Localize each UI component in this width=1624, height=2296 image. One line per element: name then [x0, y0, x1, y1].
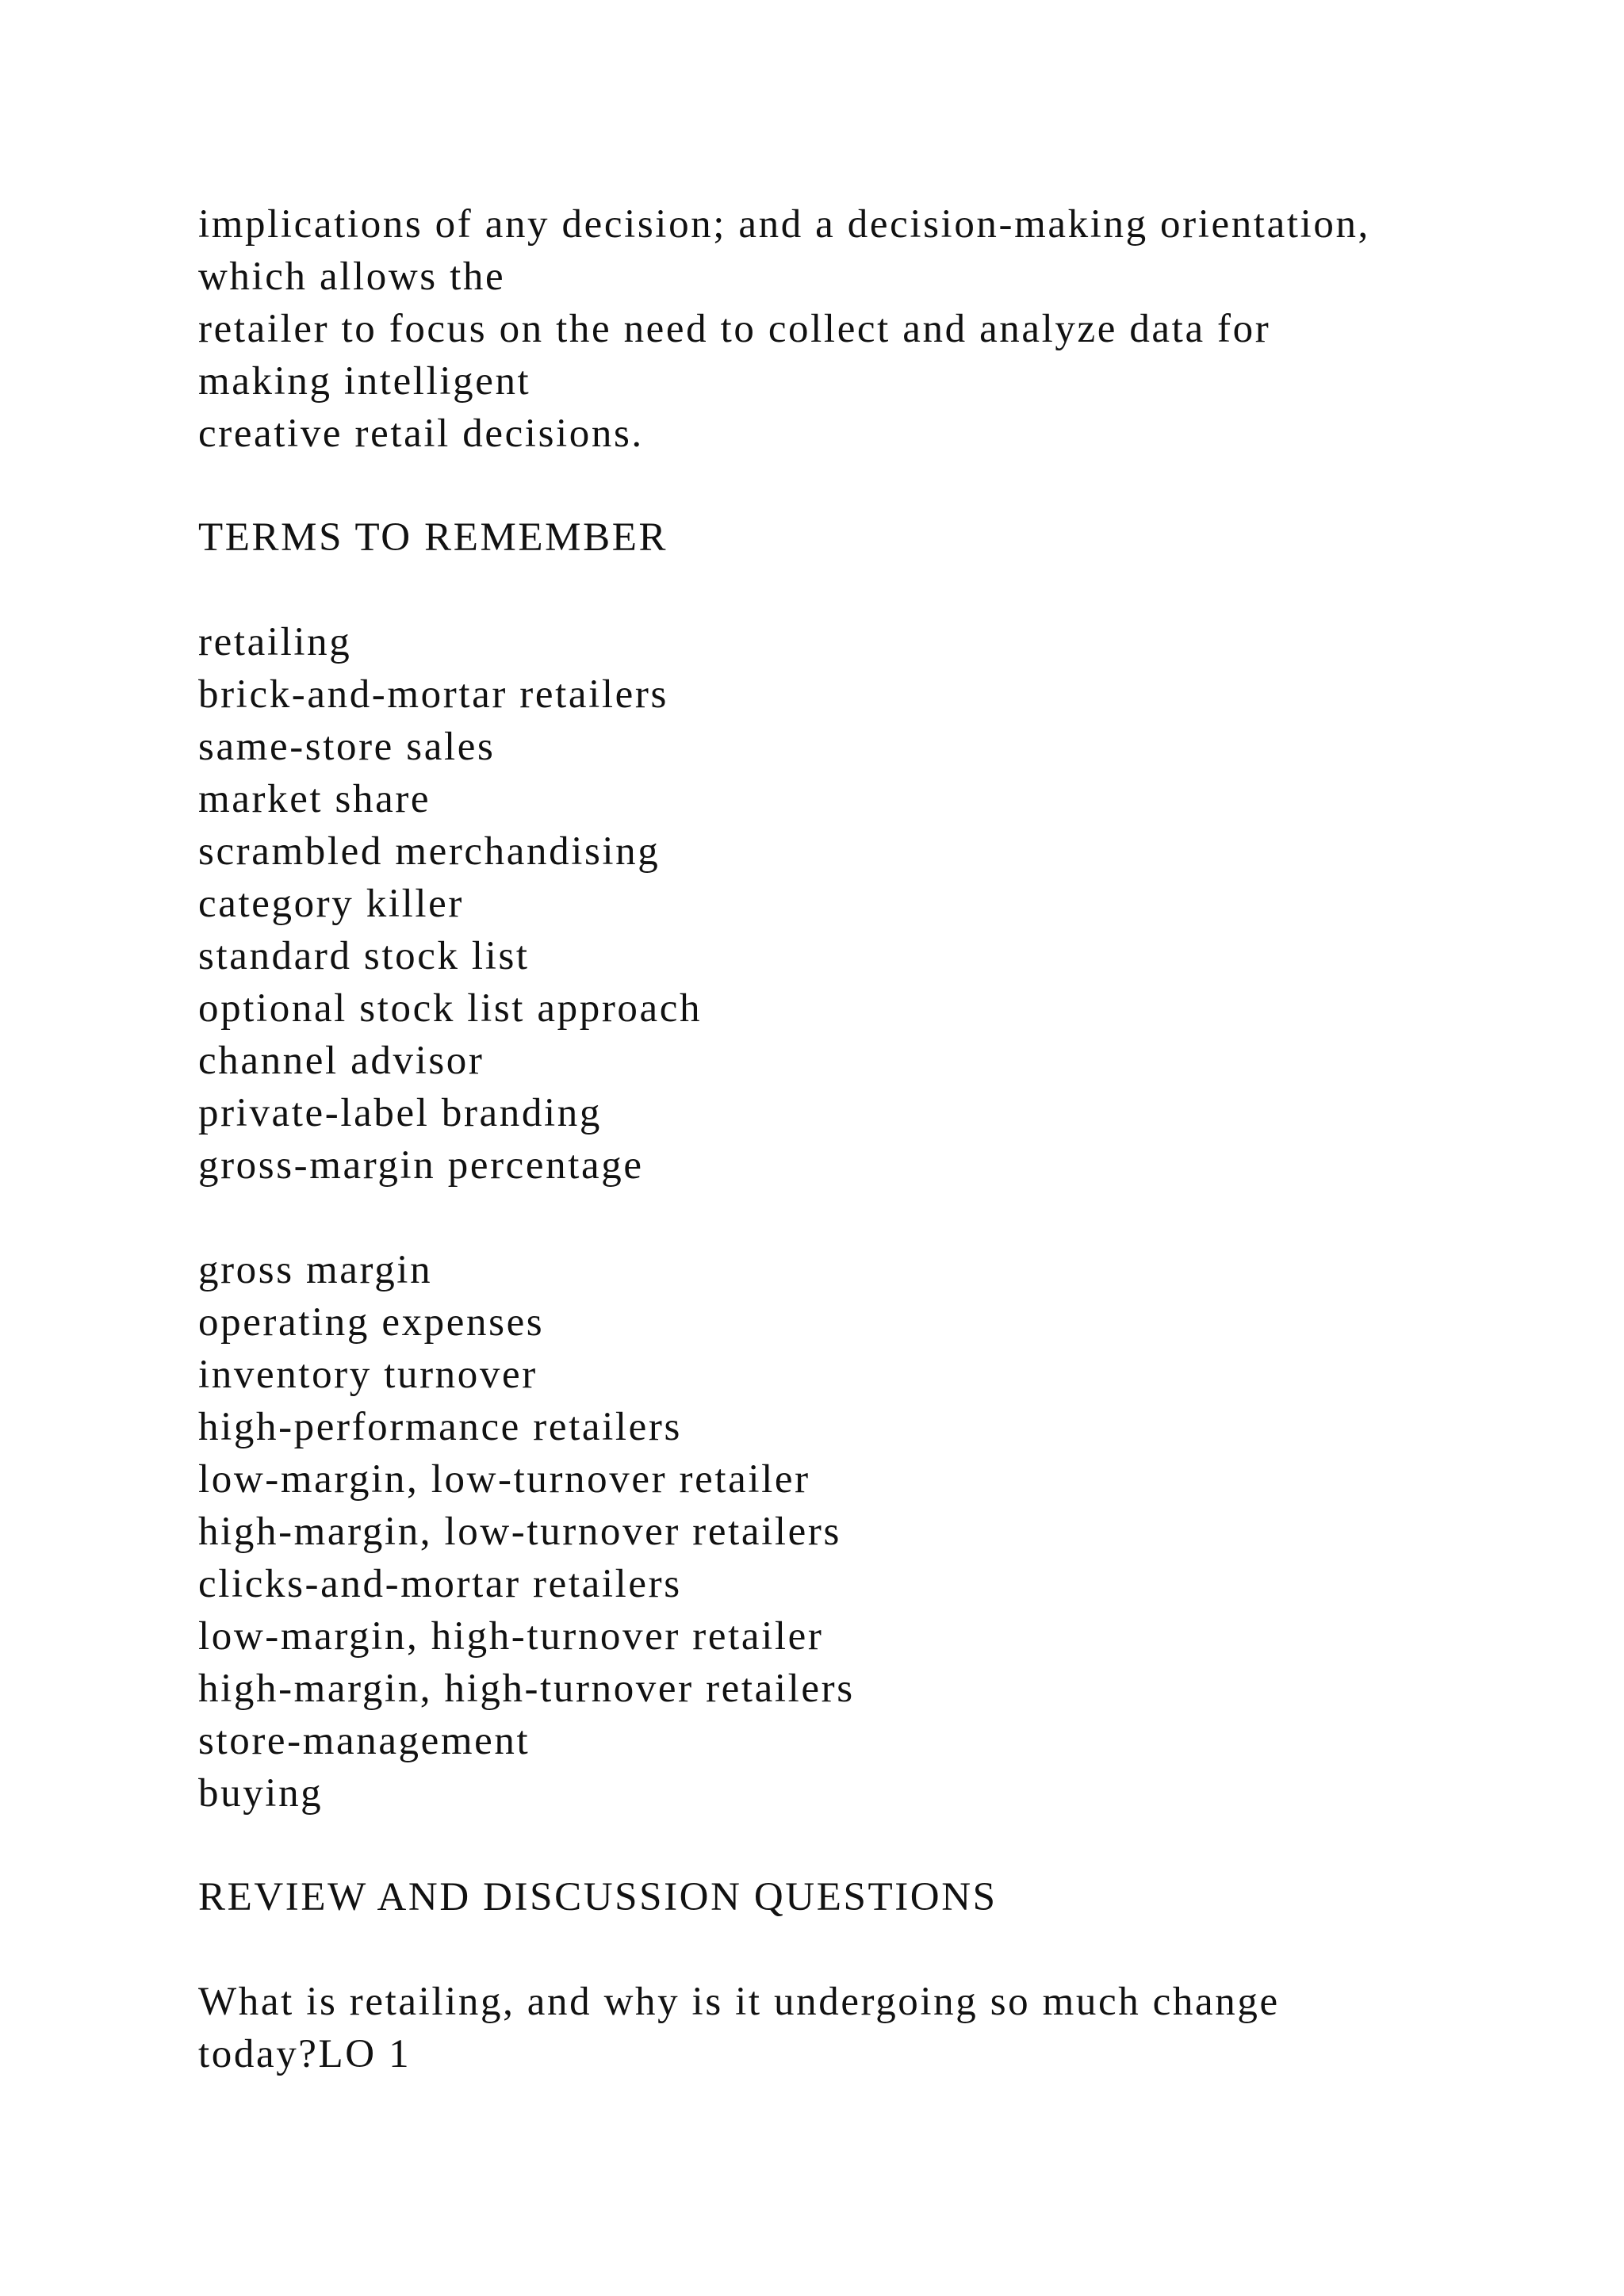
intro-line: which allows the — [198, 254, 506, 299]
term-item: high-margin, low-turnover retailers — [198, 1510, 841, 1554]
term-item: market share — [198, 777, 431, 821]
term-item: brick-and-mortar retailers — [198, 672, 668, 717]
term-item: channel advisor — [198, 1039, 485, 1083]
terms-heading: TERMS TO REMEMBER — [198, 515, 668, 560]
term-item: clicks-and-mortar retailers — [198, 1562, 682, 1606]
term-item: low-margin, low-turnover retailer — [198, 1457, 810, 1502]
term-item: buying — [198, 1771, 324, 1816]
term-item: inventory turnover — [198, 1353, 538, 1397]
term-item: gross-margin percentage — [198, 1143, 644, 1188]
term-item: low-margin, high-turnover retailer — [198, 1614, 824, 1659]
term-item: standard stock list — [198, 934, 530, 978]
term-item: high-performance retailers — [198, 1405, 682, 1449]
intro-line: creative retail decisions. — [198, 411, 644, 456]
intro-line: retailer to focus on the need to collect and analyze data for — [198, 307, 1271, 351]
term-item: private-label branding — [198, 1091, 602, 1135]
review-heading: REVIEW AND DISCUSSION QUESTIONS — [198, 1875, 998, 1919]
term-item: store-management — [198, 1719, 530, 1763]
review-question-line: today?LO 1 — [198, 2032, 412, 2076]
review-question-line: What is retailing, and why is it undergoing so much change — [198, 1980, 1280, 2024]
intro-line: making intelligent — [198, 359, 531, 404]
term-item: category killer — [198, 882, 464, 926]
term-item: same-store sales — [198, 725, 496, 769]
intro-line: implications of any decision; and a decision-making orientation, — [198, 202, 1370, 247]
term-item: operating expenses — [198, 1300, 545, 1345]
term-item: gross margin — [198, 1248, 433, 1292]
term-item: scrambled merchandising — [198, 829, 661, 874]
term-item: optional stock list approach — [198, 986, 703, 1031]
term-item: high-margin, high-turnover retailers — [198, 1667, 855, 1711]
term-item: retailing — [198, 620, 352, 664]
